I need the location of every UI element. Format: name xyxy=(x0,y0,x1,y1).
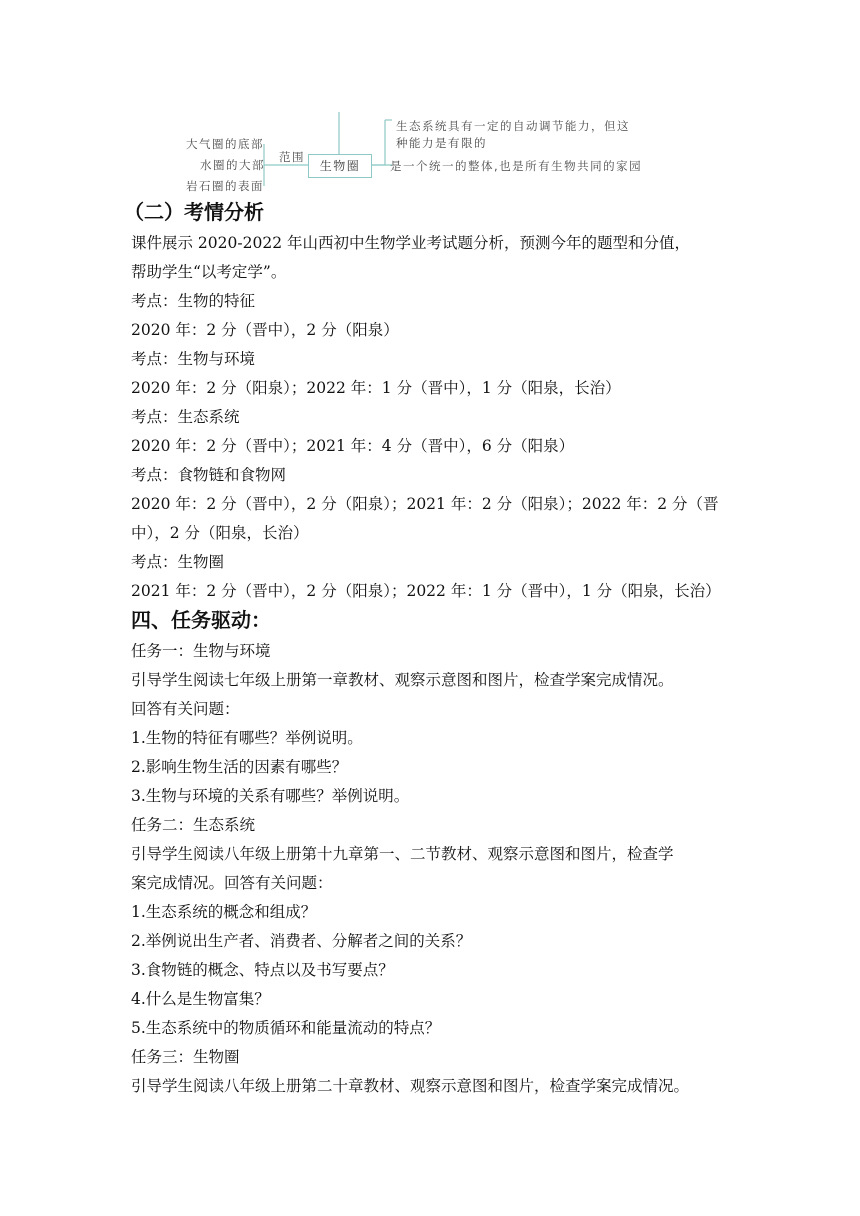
task-line: 1.生态系统的概念和组成？ xyxy=(131,903,317,921)
analysis-item: 考点：食物链和食物网 xyxy=(131,466,287,484)
analysis-intro-line1: 课件展示 2020-2022 年山西初中生物学业考试题分析，预测今年的题型和分值， xyxy=(131,234,690,252)
task-line: 引导学生阅读七年级上册第一章教材、观察示意图和图片，检查学案完成情况。 xyxy=(131,671,674,689)
task-line: 任务三：生物圈 xyxy=(131,1048,240,1066)
analysis-item: 2020 年：2 分（晋中），2 分（阳泉） xyxy=(131,321,399,339)
task-line: 引导学生阅读八年级上册第十九章第一、二节教材、观察示意图和图片，检查学 xyxy=(131,845,674,863)
range-label: 范围 xyxy=(279,150,305,164)
analysis-item: 考点：生态系统 xyxy=(131,408,240,426)
analysis-item: 2020 年：2 分（阳泉）；2022 年：1 分（晋中），1 分（阳泉，长治） xyxy=(131,379,621,397)
analysis-intro-line2: 帮助学生“以考定学”。 xyxy=(131,263,287,281)
range-item-lithosphere: 岩石圈的表面 xyxy=(186,179,264,193)
task-line: 回答有关问题： xyxy=(131,700,240,718)
task-line: 引导学生阅读八年级上册第二十章教材、观察示意图和图片，检查学案完成情况。 xyxy=(131,1077,690,1095)
task-line: 3.生物与环境的关系有哪些？举例说明。 xyxy=(131,787,410,805)
range-item-atmosphere: 大气圈的底部 xyxy=(186,137,264,151)
biosphere-box: 生物圈 xyxy=(308,154,372,178)
task-line: 2.举例说出生产者、消费者、分解者之间的关系？ xyxy=(131,932,472,950)
analysis-item: 考点：生物圈 xyxy=(131,553,225,571)
task-line: 5.生态系统中的物质循环和能量流动的特点？ xyxy=(131,1019,441,1037)
task-line: 2.影响生物生活的因素有哪些？ xyxy=(131,758,348,776)
section-heading-tasks: 四、任务驱动： xyxy=(131,608,271,632)
analysis-item: 中），2 分（阳泉，长治） xyxy=(131,524,309,542)
task-line: 4.什么是生物富集？ xyxy=(131,990,270,1008)
range-item-hydrosphere: 水圈的大部 xyxy=(200,158,265,172)
unified-whole-text: 是一个统一的整体,也是所有生物共同的家园 xyxy=(390,159,643,173)
section-heading-analysis: （二）考情分析 xyxy=(124,200,264,224)
task-line: 任务二：生态系统 xyxy=(131,816,256,834)
analysis-item: 2020 年：2 分（晋中），2 分（阳泉）；2021 年：2 分（阳泉）；2022 年：2 分（晋 xyxy=(131,495,719,513)
task-line: 3.食物链的概念、特点以及书写要点？ xyxy=(131,961,394,979)
analysis-item: 2021 年：2 分（晋中），2 分（阳泉）；2022 年：1 分（晋中），1 分（阳泉，长治） xyxy=(131,582,721,600)
analysis-item: 考点：生物的特征 xyxy=(131,292,256,310)
self-regulation-line1: 生态系统具有一定的自动调节能力，但这 xyxy=(396,119,630,133)
analysis-item: 2020 年：2 分（晋中）；2021 年：4 分（晋中），6 分（阳泉） xyxy=(131,437,575,455)
biosphere-concept-diagram xyxy=(180,104,650,196)
task-line: 任务一：生物与环境 xyxy=(131,642,271,660)
self-regulation-line2: 种能力是有限的 xyxy=(396,136,487,150)
task-line: 1.生物的特征有哪些？举例说明。 xyxy=(131,729,363,747)
task-line: 案完成情况。回答有关问题： xyxy=(131,874,333,892)
analysis-item: 考点：生物与环境 xyxy=(131,350,256,368)
